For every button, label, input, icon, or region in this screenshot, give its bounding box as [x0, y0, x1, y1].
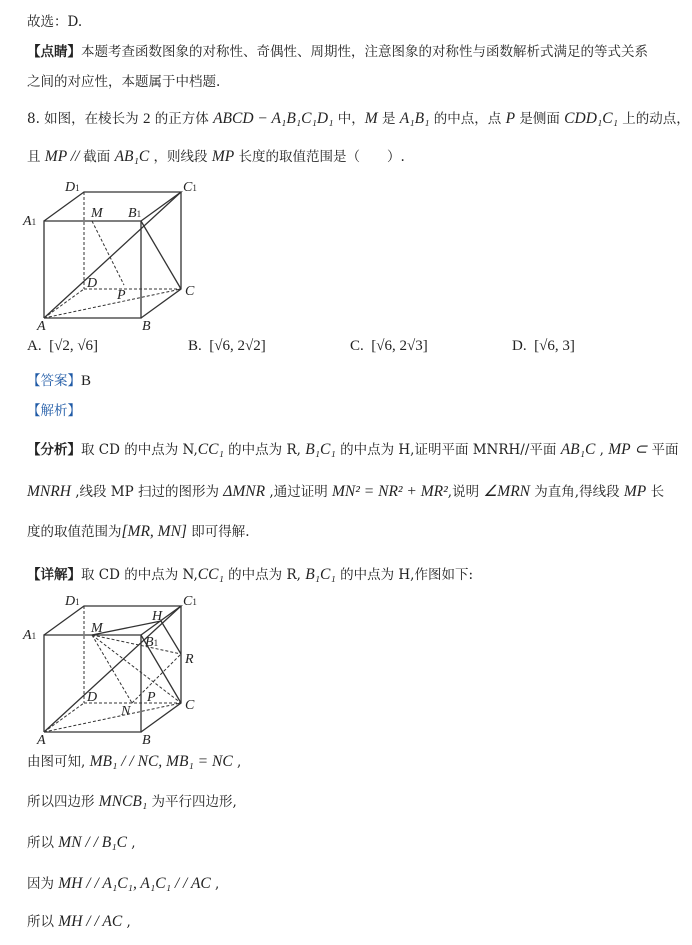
text-line [27, 874, 219, 894]
label-d: D [87, 276, 98, 291]
label-d: D [87, 690, 98, 705]
option-a [27, 338, 98, 355]
label-a: A [37, 319, 46, 334]
section-label: 【解析】 [27, 403, 81, 419]
math-expression: MNCB₁ [98, 793, 148, 810]
svg-text:D1: D1 [65, 594, 80, 609]
text-segment: ,说明 [447, 484, 484, 500]
label-c: C [185, 284, 195, 299]
math-expression: ΔMNR [223, 483, 266, 500]
text-segment: 上的动点， [618, 111, 690, 127]
text-segment: 度的取值范围为 [27, 524, 122, 540]
text-segment: 为平行四边形, [147, 794, 237, 810]
math-expression: B₁C₁ [305, 566, 336, 583]
text-line [27, 42, 648, 62]
label-m: M [91, 206, 103, 221]
option-letter: C. [350, 338, 364, 354]
math-expression: B₁C₁ [305, 441, 336, 458]
section-label: 【分析】 [27, 442, 81, 458]
option-letter: D. [512, 338, 527, 354]
text-segment: 的中点，点 [429, 111, 506, 127]
option-value: [√6, 2√3] [371, 338, 428, 354]
math-expression: P [505, 110, 516, 127]
math-expression: MNRH [27, 483, 71, 500]
label-b: B [142, 319, 151, 334]
svg-text:A1: A1 [23, 214, 37, 229]
cube-figure-1 [15, 175, 205, 335]
math-expression: MB₁ / / NC, MB₁ = NC [89, 753, 233, 770]
math-expression: A₁B₁ [399, 110, 430, 127]
math-expression: MP [211, 148, 235, 165]
text-line [27, 482, 664, 502]
svg-text:C1: C1 [183, 180, 197, 195]
section-label: 【答案】 [27, 373, 81, 389]
math-expression: AB₁C [560, 441, 596, 458]
math-expression: MH / / A₁C₁, A₁C₁ / / AC [58, 875, 211, 892]
math-expression: MP // [44, 148, 84, 165]
math-expression: ∠MRN [483, 483, 531, 500]
text-segment: 的中点为 H,证明平面 MNRH//平面 [335, 442, 561, 458]
option-b [188, 338, 266, 355]
text-segment: B [81, 373, 92, 389]
text-segment: 所以 [27, 835, 59, 851]
text-segment: 取 CD 的中点为 N, [81, 442, 198, 458]
option-value: [√6, 3] [534, 338, 575, 354]
text-segment: 截面 [83, 149, 115, 165]
text-segment: 本题考查函数图象的对称性、奇偶性、周期性，注意图象的对称性与函数解析式满足的等式关系 [81, 44, 648, 60]
math-expression: M [364, 110, 378, 127]
option-d [512, 338, 575, 355]
text-line [27, 833, 136, 853]
text-segment: 中， [333, 111, 365, 127]
text-line [27, 912, 131, 932]
label-c: C [185, 698, 195, 713]
text-line [27, 752, 241, 772]
text-segment: , [126, 835, 136, 851]
cube-figure-2 [15, 590, 205, 745]
section-label: 【点睛】 [27, 44, 81, 60]
text-line [27, 565, 473, 585]
text-segment: 的中点为 R, [223, 567, 306, 583]
text-line [27, 401, 81, 421]
math-expression: MN / / B₁C [58, 834, 127, 851]
option-letter: B. [188, 338, 202, 354]
text-line [27, 147, 405, 167]
label-b: B [142, 733, 151, 745]
text-segment: 所以四边形 [27, 794, 99, 810]
text-segment: 为直角,得线段 [530, 484, 624, 500]
label-n: N [121, 704, 131, 719]
svg-text:B1: B1 [145, 635, 159, 650]
text-segment: , [595, 442, 609, 458]
text-segment: , [232, 754, 242, 770]
text-line [27, 12, 82, 32]
svg-text:B1: B1 [128, 206, 142, 221]
math-expression: AB₁C [114, 148, 150, 165]
label-a: A [37, 733, 46, 745]
text-segment: ,线段 MP 扫过的图形为 [70, 484, 224, 500]
text-segment: ，则线段 [149, 149, 212, 165]
option-letter: A. [27, 338, 42, 354]
option-value: [√2, √6] [49, 338, 99, 354]
option-c [350, 338, 428, 355]
text-segment: 8. 如图，在棱长为 [27, 111, 143, 127]
math-expression: MP ⊂ [608, 441, 648, 458]
math-expression: MN² = NR² + MR² [332, 483, 448, 500]
label-r: R [185, 652, 194, 667]
text-line [27, 440, 679, 460]
text-segment: ,通过证明 [265, 484, 332, 500]
text-line [27, 72, 220, 92]
text-segment: 之间的对应性，本题属于中档题. [27, 74, 221, 90]
text-segment: 因为 [27, 876, 59, 892]
math-expression: CC₁ [197, 566, 224, 583]
text-segment: 即可得解. [186, 524, 250, 540]
math-expression: CC₁ [197, 441, 224, 458]
text-segment: 且 [27, 149, 45, 165]
text-segment: 是侧面 [515, 111, 565, 127]
text-segment: 取 CD 的中点为 N, [81, 567, 198, 583]
text-segment: 长度的取值范围是（ ）. [234, 149, 405, 165]
text-line [27, 109, 690, 129]
svg-text:D1: D1 [65, 180, 80, 195]
text-segment: 平面 [647, 442, 679, 458]
label-m: M [91, 621, 103, 636]
label-p: P [117, 288, 126, 303]
text-segment: 长 [646, 484, 665, 500]
svg-text:C1: C1 [183, 594, 197, 609]
math-expression: ABCD − A₁B₁C₁D₁ [213, 110, 334, 127]
text-segment: 由图可知, [27, 754, 90, 770]
option-value: [√6, 2√2] [209, 338, 266, 354]
text-segment: , [210, 876, 220, 892]
text-segment: 2 [142, 111, 151, 127]
text-segment: 的中点为 R, [223, 442, 306, 458]
svg-text:A1: A1 [23, 628, 37, 643]
text-line [27, 522, 250, 542]
text-segment: , [122, 914, 131, 930]
text-line [27, 792, 237, 812]
text-line [27, 371, 91, 391]
section-label: 【详解】 [27, 567, 81, 583]
label-h: H [152, 609, 163, 624]
math-expression: MH / / AC [58, 913, 123, 930]
math-expression: [MR, MN] [121, 523, 187, 540]
text-segment: 的中点为 H,作图如下: [335, 567, 473, 583]
label-p: P [147, 690, 156, 705]
text-segment: 是 [377, 111, 400, 127]
math-expression: MP [623, 483, 647, 500]
math-expression: CDD₁C₁ [564, 110, 619, 127]
text-segment: 故选：D. [27, 14, 83, 30]
text-segment: 的正方体 [150, 111, 214, 127]
text-segment: 所以 [27, 914, 59, 930]
